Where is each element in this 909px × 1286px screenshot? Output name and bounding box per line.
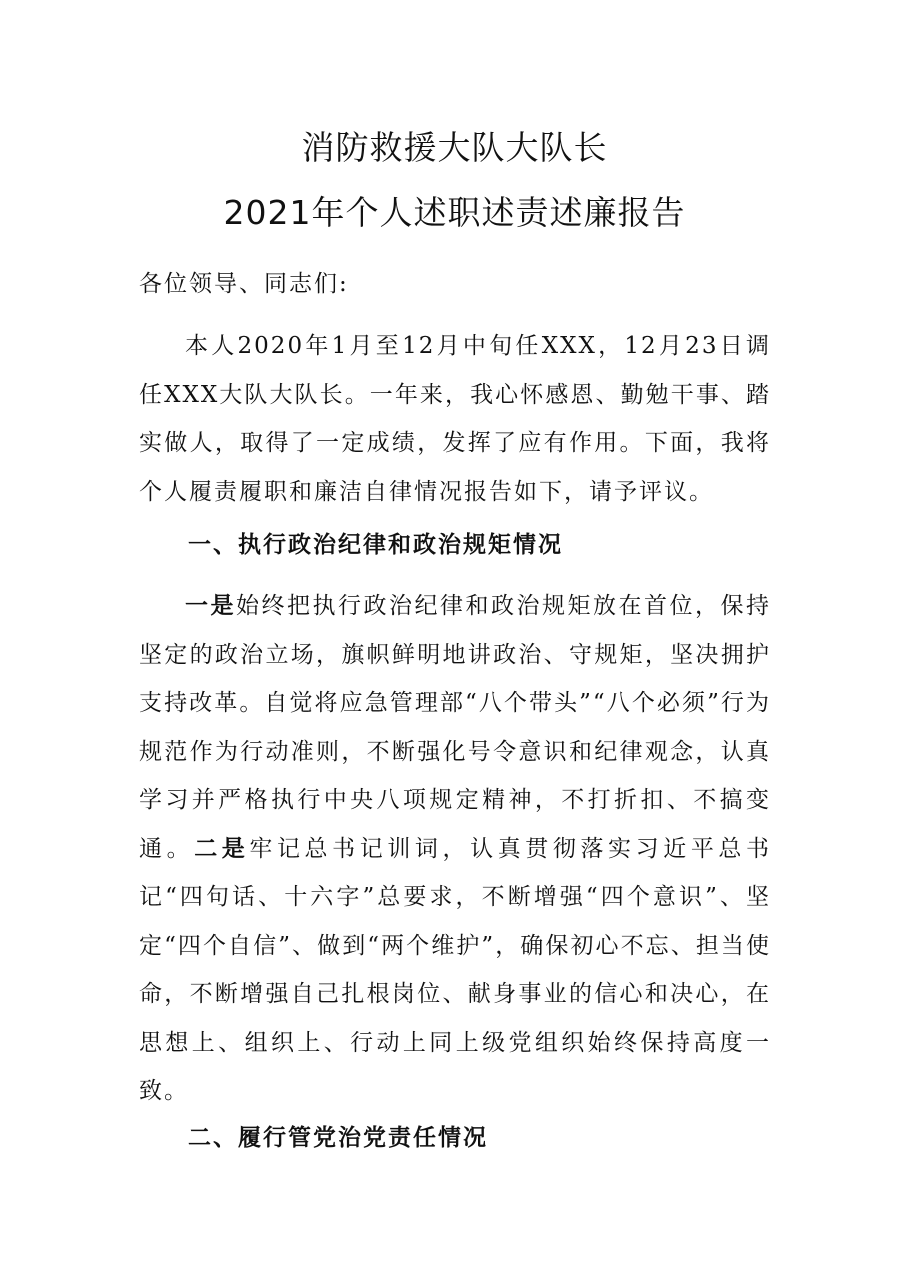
lead-label-2: 二是 [194,835,250,862]
intro-paragraph: 本人2020年1月至12月中旬任XXX，12月23日调任XXX大队大队长。一年来，我心怀感恩、勤勉干事、踏实做人，取得了一定成绩，发挥了应有作用。下面，我将个人履责履职和廉洁自律情况报告如下，请予评议。 [139,333,771,505]
document-title-line2: 2021年个人述职述责述廉报告 [223,193,686,232]
section1-paragraph [139,582,771,1116]
section1-text-2: 牢记总书记训词，认真贯彻落实习近平总书记“四句话、十六字”总要求，不断增强“四个意识”、坚定“四个自信”、做到“两个维护”，确保初心不忘、担当使命，不断增强自己扎根岗位、献身事业的信心和决心，在思想上、组织上、行动上同上级党组织始终保持高度一致。 [139,835,772,1104]
section1-text-1: 始终把执行政治纪律和政治规矩放在首位，保持坚定的政治立场，旗帜鲜明地讲政治、守规矩，坚决拥护支持改革。自觉将应急管理部“八个带头”“八个必须”行为规范作为行动准则，不断强化号令意识和纪律观念，认真学习并严格执行中央八项规定精神，不打折扣、不搞变通。 [139,593,771,862]
document-title-line1: 消防救援大队大队长 [301,128,608,167]
section-heading-2: 二、履行管党治党责任情况 [188,1124,488,1151]
lead-label-1: 一是 [185,593,236,619]
section-heading-1: 一、执行政治纪律和政治规矩情况 [188,531,563,558]
salutation: 各位领导、同志们: [139,271,349,297]
